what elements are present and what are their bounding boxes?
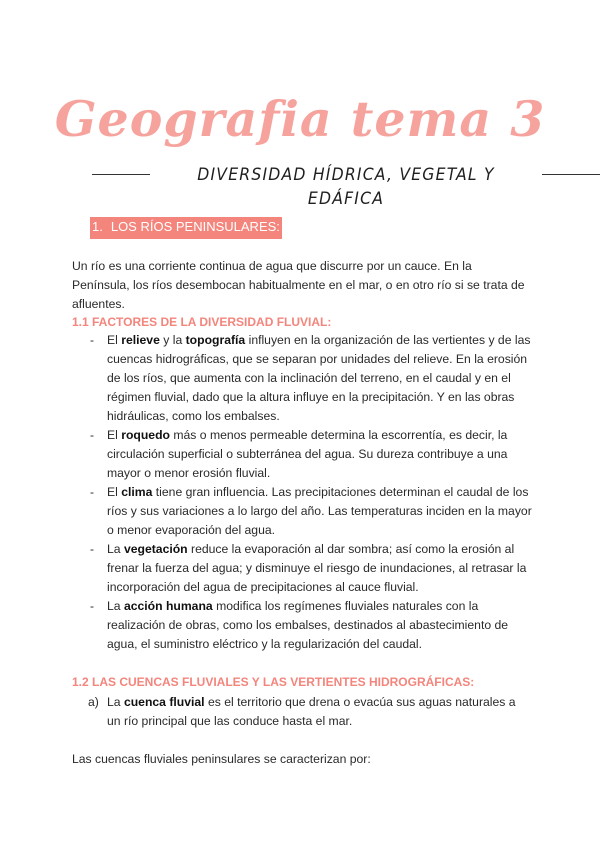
list-marker: -: [90, 599, 95, 613]
item-text: influyen en la organización de las vertientes y de las cuencas hidrográficas, que se separan por unidades del relieve. En la erosión de los ríos, que aumenta con la inclinación del terreno, en el caudal y en el régimen fluvial, dado que la altura influye en la precipitación. Y en las obras hidráulicas, como los embalses.: [107, 333, 531, 423]
document-subtitle: DIVERSIDAD HÍDRICA, VEGETAL Y EDÁFICA: [197, 165, 495, 209]
subheading-factors: 1.1 FACTORES DE LA DIVERSIDAD FLUVIAL:: [72, 315, 332, 329]
subtitle-rule-left: [92, 174, 150, 175]
list-item: [72, 426, 532, 483]
item-text: El: [107, 333, 122, 347]
list-item: [72, 331, 532, 426]
factors-list: [72, 331, 532, 654]
item-keyword: relieve: [121, 333, 160, 347]
item-text: es el territorio que drena o evacúa sus aguas naturales a un río principal que las conduce hasta el mar.: [107, 695, 516, 728]
section-number: 1.: [92, 219, 103, 234]
item-keyword: cuenca fluvial: [123, 695, 205, 709]
subtitle-rule-right: [542, 174, 600, 175]
item-text: La: [107, 542, 124, 556]
list-item: [72, 693, 532, 731]
item-text: reduce la evaporación al dar sombra; así como la erosión al frenar la fuerza del agua; y disminuye el riesgo de inundaciones, al retrasar la incorporación del agua de precipitaciones al cauce fluvial.: [107, 542, 527, 594]
item-text: La: [107, 599, 124, 613]
document-title: Geografia tema 3: [54, 90, 546, 148]
item-text: más o menos permeable determina la escorrentía, es decir, la circulación superficial o subterránea del agua. Su dureza contribuye a una mayor o menor erosión fluvial.: [107, 428, 508, 480]
closing-paragraph: Las cuencas fluviales peninsulares se caracterizan por:: [72, 752, 371, 766]
list-item: [72, 597, 532, 654]
list-marker: a): [88, 695, 99, 709]
item-keyword: vegetación: [123, 542, 188, 556]
list-marker: -: [90, 333, 95, 347]
intro-paragraph: Un río es una corriente continua de agua que discurre por un cauce. En la Península, los ríos desembocan habitualmente en el mar, o en otro río si se trata de afluentes.: [72, 259, 525, 311]
list-marker: -: [90, 428, 95, 442]
list-marker: -: [90, 542, 95, 556]
section-heading-rivers: [90, 217, 282, 239]
item-text: modifica los regímenes fluviales naturales con la realización de obras, como los embalses, destinados al abastecimiento de agua, el suministro eléctrico y la regularización del caudal.: [107, 599, 509, 651]
section-label: LOS RÍOS PENINSULARES:: [110, 219, 280, 234]
item-text: El: [107, 428, 122, 442]
subtitle-row: [92, 163, 522, 209]
item-keyword: topografía: [185, 333, 246, 347]
item-keyword: roquedo: [121, 428, 170, 442]
list-item: [72, 540, 532, 597]
item-text: y la: [159, 333, 186, 347]
item-keyword: clima: [121, 485, 153, 499]
basins-list: [72, 693, 532, 731]
list-marker: -: [90, 485, 95, 499]
item-keyword: acción humana: [123, 599, 213, 613]
item-text: El: [107, 485, 122, 499]
item-text: tiene gran influencia. Las precipitaciones determinan el caudal de los ríos y sus variaciones a lo largo del año. Las temperaturas inciden en la mayor o menor evaporación del agua.: [107, 485, 532, 537]
list-item: [72, 483, 532, 540]
item-text: La: [107, 695, 124, 709]
subheading-basins: 1.2 LAS CUENCAS FLUVIALES Y LAS VERTIENTES HIDROGRÁFICAS:: [72, 675, 475, 689]
